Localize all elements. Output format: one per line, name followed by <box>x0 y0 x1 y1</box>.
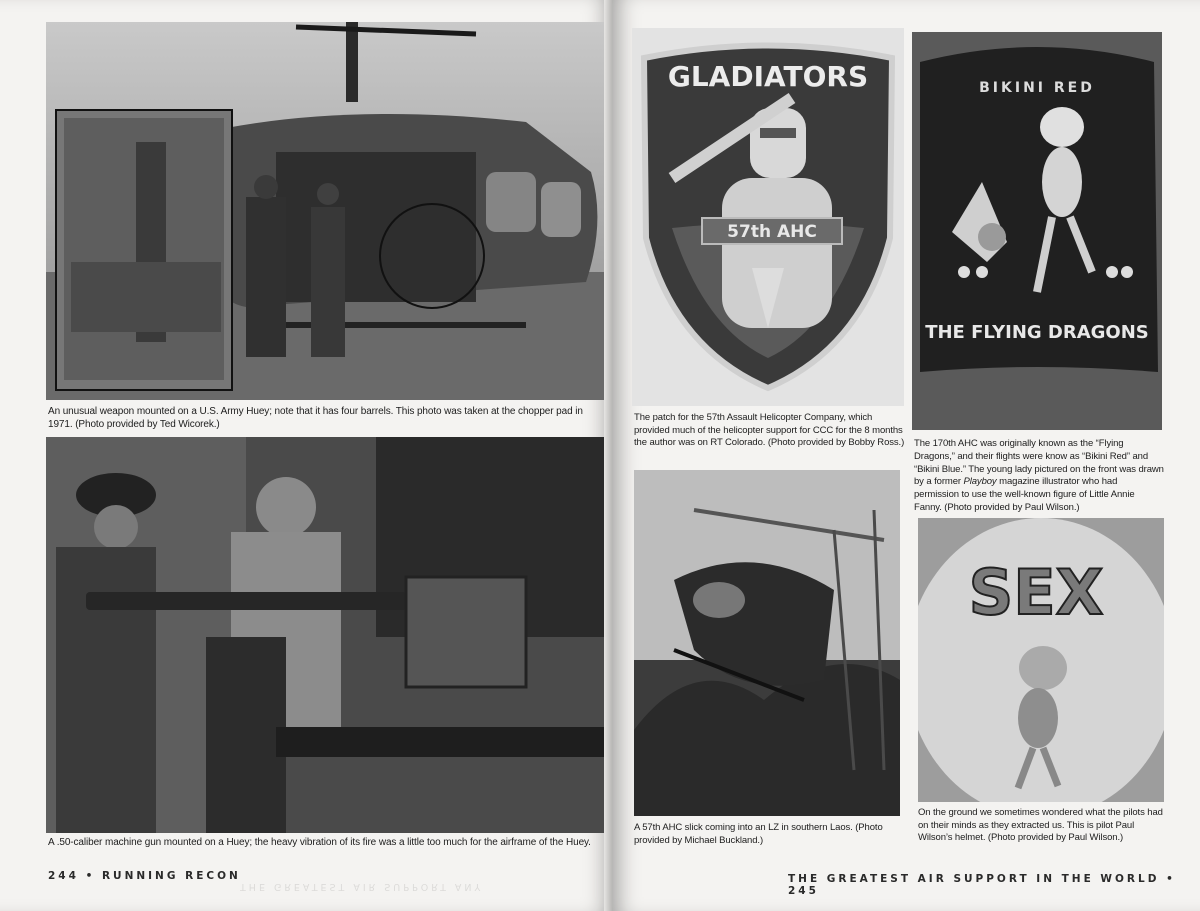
machine-gun-huey-photo <box>46 437 604 833</box>
gladiators-patch-caption: The patch for the 57th Assault Helicopter Company, which provided much of the helicopter support for CCC for the 8 months the author was on RT Colorado. (Photo provided by Bobby Ross.) <box>634 412 905 448</box>
left-folio-number: 244 <box>48 870 79 882</box>
machine-gun-caption: A .50-caliber machine gun mounted on a Huey; the heavy vibration of its fire was a little too much for the airframe of the Huey. <box>48 837 591 848</box>
right-folio-separator: • <box>1166 873 1176 885</box>
left-folio-title: RUNNING RECON <box>101 870 241 882</box>
nose-bottom-text: THE FLYING DRAGONS <box>925 322 1149 343</box>
right-folio-title: THE GREATEST AIR SUPPORT IN THE WORLD <box>788 873 1160 885</box>
gladiators-patch-photo <box>632 28 904 406</box>
flying-dragons-nose-art-photo <box>912 32 1162 430</box>
flying-dragons-caption-text: The 170th AHC was originally known as the “Flying Dragons,” and their flights were know as “Bikini Red” and “Bikini Blue.” The young lady pictured on the front was drawn by a former <box>914 438 1164 488</box>
left-folio-separator: • <box>85 870 96 882</box>
left-bleed-through-text: THE GREATEST AIR SUPPORT ANY <box>240 881 484 892</box>
right-page <box>612 0 1200 911</box>
flying-dragons-caption-rest: magazine illustrator who had permission to use the well-known figure of Little Annie Fanny. (Photo provided by Paul Wilson.) <box>914 476 1135 513</box>
nose-top-text: BIKINI RED <box>979 80 1095 96</box>
patch-band-text: 57th AHC <box>727 222 817 242</box>
huey-chopper-pad-photo <box>46 22 604 400</box>
pilot-helmet-photo <box>918 518 1164 802</box>
slick-landing-caption: A 57th AHC slick coming into an LZ in southern Laos. (Photo provided by Michael Buckland.) <box>634 822 883 846</box>
playboy-italic: Playboy <box>963 476 997 488</box>
huey-chopper-pad-caption: An unusual weapon mounted on a U.S. Army Huey; note that it has four barrels. This photo was taken at the chopper pad in 1971. (Photo provided by Ted Wicorek.) <box>48 406 583 430</box>
patch-top-text: GLADIATORS <box>667 60 869 93</box>
helmet-text: SEX <box>968 556 1104 629</box>
flying-dragons-caption <box>914 438 1164 515</box>
right-folio <box>788 873 1200 897</box>
slick-landing-photo <box>634 470 900 816</box>
left-folio <box>48 870 241 882</box>
right-folio-number: 245 <box>788 885 819 897</box>
pilot-helmet-caption: On the ground we sometimes wondered what the pilots had on their minds as they extracted us. This is pilot Paul Wilson’s helmet. (Photo provided by Paul Wilson.) <box>918 807 1163 843</box>
